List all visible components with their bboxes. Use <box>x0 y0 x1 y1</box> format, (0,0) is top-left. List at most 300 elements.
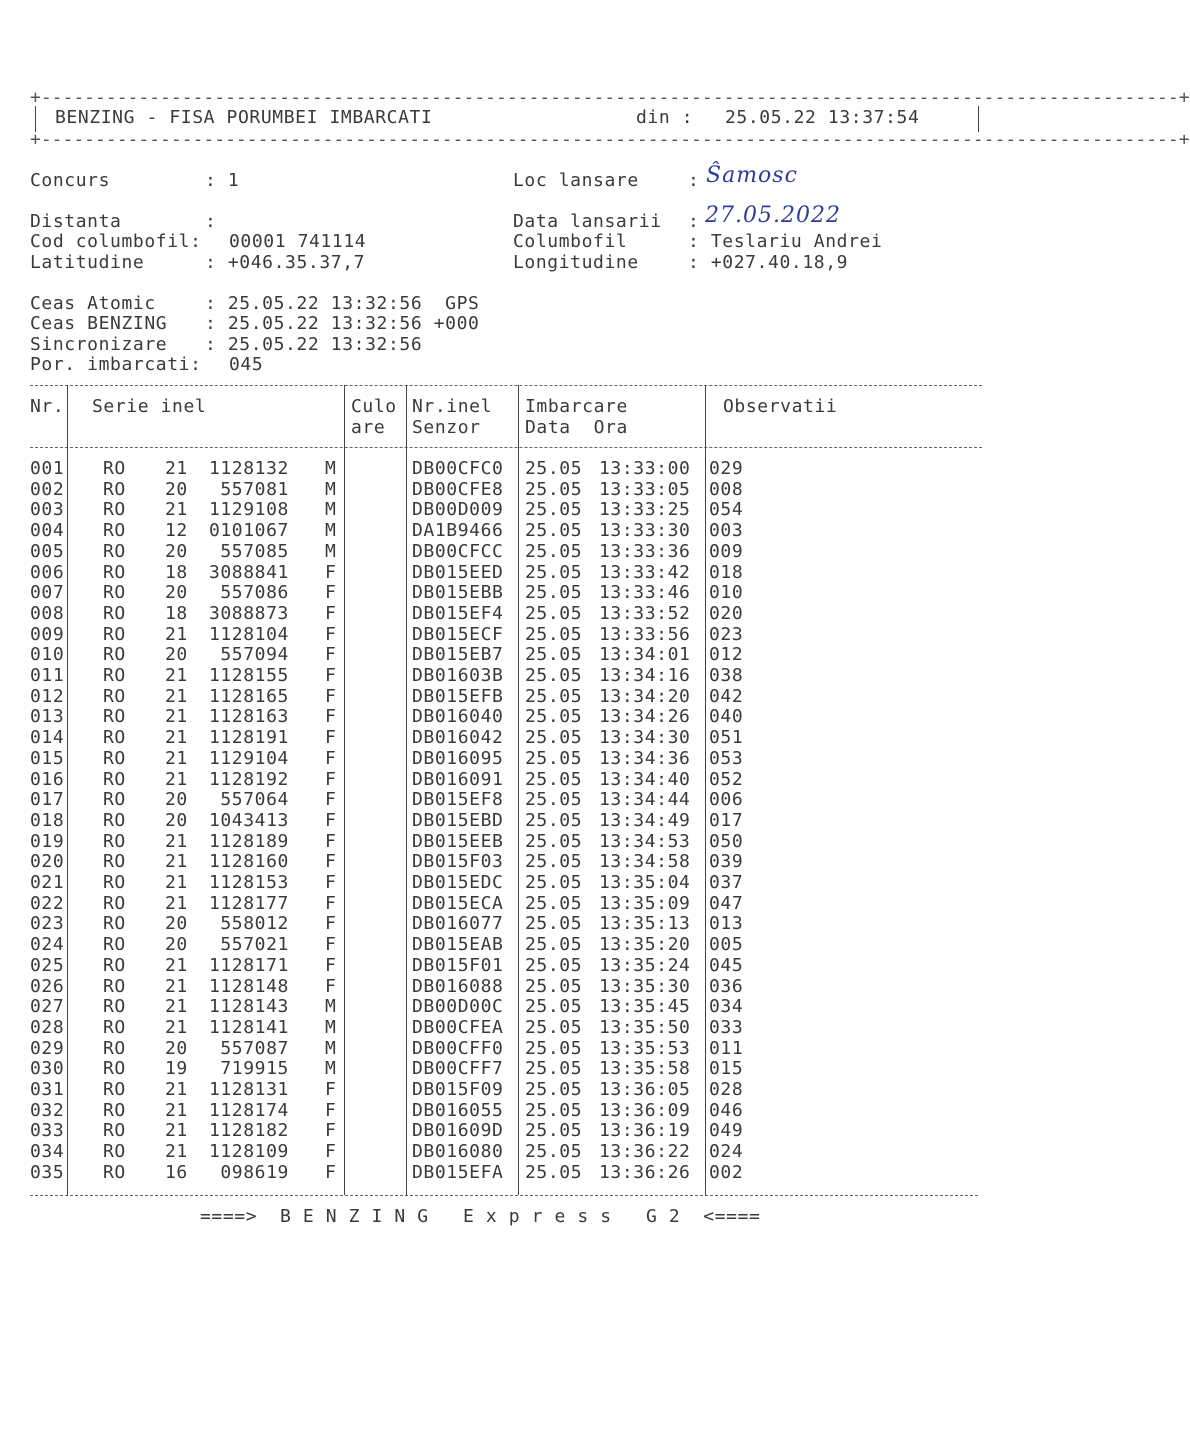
table-row <box>0 728 1000 749</box>
cell-senzor: DB015EBD <box>412 809 504 831</box>
cell-ora: 13:36:26 <box>599 1161 691 1183</box>
cell-data: 25.05 <box>525 727 583 749</box>
cell-inel: 1129108 <box>208 499 289 521</box>
cell-data: 25.05 <box>525 665 583 686</box>
cell-obs: 010 <box>709 582 744 604</box>
cell-inel: 557081 <box>220 478 289 500</box>
cell-an: 20 <box>165 540 188 562</box>
cell-sex: M <box>325 458 337 479</box>
cell-tara: RO <box>103 1161 126 1183</box>
cell-nr: 021 <box>30 872 65 893</box>
cell-nr: 012 <box>30 685 65 707</box>
cell-sex: M <box>325 540 337 562</box>
cell-sex: F <box>325 706 337 728</box>
cell-an: 21 <box>165 1141 188 1163</box>
table-top-border <box>30 385 982 386</box>
cell-obs: 047 <box>709 892 744 914</box>
cell-sex: M <box>325 1037 337 1059</box>
cell-tara: RO <box>103 561 126 583</box>
cell-inel: 1128174 <box>208 1099 289 1121</box>
cell-senzor: DB00CFF7 <box>412 1058 504 1080</box>
cell-senzor: DB00CFC0 <box>412 458 504 479</box>
cell-nr: 026 <box>30 975 65 997</box>
cell-data: 25.05 <box>525 809 583 831</box>
cell-obs: 002 <box>709 1161 744 1183</box>
cell-data: 25.05 <box>525 644 583 666</box>
cell-an: 12 <box>165 520 188 542</box>
cell-senzor: DB015EFA <box>412 1161 504 1183</box>
cell-sex: F <box>325 561 337 583</box>
cell-senzor: DB015EB7 <box>412 644 504 666</box>
cell-inel: 1128191 <box>208 727 289 749</box>
cell-data: 25.05 <box>525 458 583 479</box>
cell-senzor: DB015EEB <box>412 830 504 852</box>
table-row <box>0 500 1000 521</box>
table-row <box>0 956 1000 977</box>
cell-an: 20 <box>165 478 188 500</box>
cell-sex: F <box>325 934 337 956</box>
table-row <box>0 480 1000 501</box>
cell-obs: 036 <box>709 975 744 997</box>
cell-ora: 13:35:20 <box>599 934 691 956</box>
cell-data: 25.05 <box>525 561 583 583</box>
cell-an: 21 <box>165 706 188 728</box>
cell-inel: 1128141 <box>208 1016 289 1038</box>
cell-sex: F <box>325 1161 337 1183</box>
cell-tara: RO <box>103 747 126 769</box>
cell-an: 21 <box>165 747 188 769</box>
table-row <box>0 852 1000 873</box>
cell-ora: 13:35:58 <box>599 1058 691 1080</box>
cod-columbofil-label: Cod columbofil: <box>30 231 202 252</box>
cell-data: 25.05 <box>525 934 583 956</box>
col-header-nrinel-2: Senzor <box>412 417 481 438</box>
cell-sex: F <box>325 892 337 914</box>
cell-an: 21 <box>165 872 188 893</box>
table-row <box>0 832 1000 853</box>
cell-inel: 1128148 <box>208 975 289 997</box>
cell-obs: 054 <box>709 499 744 521</box>
cell-obs: 023 <box>709 623 744 645</box>
concurs-value: : 1 <box>205 170 240 191</box>
cell-senzor: DB016042 <box>412 727 504 749</box>
cell-ora: 13:36:19 <box>599 1120 691 1142</box>
table-row <box>0 873 1000 894</box>
cell-sex: M <box>325 520 337 542</box>
cell-senzor: DB00CFEA <box>412 1016 504 1038</box>
table-row <box>0 1163 1000 1184</box>
cell-ora: 13:35:30 <box>599 975 691 997</box>
cell-tara: RO <box>103 540 126 562</box>
cell-obs: 013 <box>709 913 744 935</box>
cell-sex: M <box>325 1058 337 1080</box>
cell-tara: RO <box>103 1120 126 1142</box>
table-row <box>0 666 1000 687</box>
cell-nr: 008 <box>30 602 65 624</box>
table-row <box>0 604 1000 625</box>
cell-senzor: DB015EF8 <box>412 789 504 811</box>
cell-nr: 023 <box>30 913 65 935</box>
ceas-benzing-label: Ceas BENZING <box>30 313 168 334</box>
cell-ora: 13:34:20 <box>599 685 691 707</box>
cell-tara: RO <box>103 1058 126 1080</box>
cell-an: 21 <box>165 458 188 479</box>
table-row <box>0 459 1000 480</box>
cell-an: 20 <box>165 582 188 604</box>
cell-obs: 011 <box>709 1037 744 1059</box>
cell-an: 18 <box>165 602 188 624</box>
cell-nr: 002 <box>30 478 65 500</box>
cell-nr: 018 <box>30 809 65 831</box>
cell-nr: 013 <box>30 706 65 728</box>
cell-nr: 032 <box>30 1099 65 1121</box>
sincronizare-value: : 25.05.22 13:32:56 <box>205 334 423 355</box>
cell-an: 20 <box>165 644 188 666</box>
cell-inel: 1128143 <box>208 996 289 1018</box>
table-row <box>0 790 1000 811</box>
cell-data: 25.05 <box>525 851 583 873</box>
cell-sex: F <box>325 685 337 707</box>
cell-data: 25.05 <box>525 768 583 790</box>
cell-nr: 022 <box>30 892 65 914</box>
cell-senzor: DB00CFE8 <box>412 478 504 500</box>
cell-senzor: DB015EDC <box>412 872 504 893</box>
cell-an: 21 <box>165 1120 188 1142</box>
cell-inel: 1128132 <box>208 458 289 479</box>
cell-senzor: DB00CFF0 <box>412 1037 504 1059</box>
cell-ora: 13:33:25 <box>599 499 691 521</box>
cell-senzor: DB015ECF <box>412 623 504 645</box>
cell-senzor: DA1B9466 <box>412 520 504 542</box>
cell-nr: 034 <box>30 1141 65 1163</box>
cell-nr: 016 <box>30 768 65 790</box>
cell-tara: RO <box>103 1099 126 1121</box>
cell-an: 21 <box>165 892 188 914</box>
cell-inel: 557086 <box>220 582 289 604</box>
latitudine-label: Latitudine <box>30 252 145 273</box>
cell-senzor: DB016077 <box>412 913 504 935</box>
cell-data: 25.05 <box>525 1141 583 1163</box>
cell-tara: RO <box>103 789 126 811</box>
table-row <box>0 1039 1000 1060</box>
cell-data: 25.05 <box>525 706 583 728</box>
cell-ora: 13:33:56 <box>599 623 691 645</box>
table-row <box>0 894 1000 915</box>
cell-inel: 3088841 <box>208 561 289 583</box>
cell-nr: 010 <box>30 644 65 666</box>
cell-nr: 030 <box>30 1058 65 1080</box>
cell-obs: 049 <box>709 1120 744 1142</box>
cell-inel: 557094 <box>220 644 289 666</box>
col-header-nr: Nr. <box>30 396 65 417</box>
cell-sex: F <box>325 623 337 645</box>
col-header-serie: Serie inel <box>92 396 207 417</box>
cell-senzor: DB016080 <box>412 1141 504 1163</box>
cell-an: 21 <box>165 1016 188 1038</box>
data-lansarii-colon: : <box>688 211 700 232</box>
cell-senzor: DB015F03 <box>412 851 504 873</box>
cell-data: 25.05 <box>525 685 583 707</box>
header-title: BENZING - FISA PORUMBEI IMBARCATI <box>55 107 433 128</box>
cell-nr: 006 <box>30 561 65 583</box>
cell-inel: 1128109 <box>208 1141 289 1163</box>
cell-nr: 025 <box>30 954 65 976</box>
cell-sex: M <box>325 996 337 1018</box>
col-header-culoare-2: are <box>351 417 386 438</box>
cell-ora: 13:33:05 <box>599 478 691 500</box>
cell-tara: RO <box>103 934 126 956</box>
cell-an: 21 <box>165 996 188 1018</box>
cell-obs: 028 <box>709 1079 744 1100</box>
cell-sex: F <box>325 747 337 769</box>
cell-nr: 024 <box>30 934 65 956</box>
loc-lansare-handwritten: Ŝamosc <box>706 163 798 188</box>
cell-inel: 1128192 <box>208 768 289 790</box>
cell-ora: 13:34:40 <box>599 768 691 790</box>
cell-obs: 012 <box>709 644 744 666</box>
cell-sex: F <box>325 768 337 790</box>
cell-sex: F <box>325 582 337 604</box>
cell-an: 21 <box>165 499 188 521</box>
cell-obs: 038 <box>709 665 744 686</box>
cell-senzor: DB015F09 <box>412 1079 504 1100</box>
columbofil-label: Columbofil <box>513 231 628 252</box>
cell-nr: 033 <box>30 1120 65 1142</box>
col-header-imbarcare-2: Data Ora <box>525 417 628 438</box>
cell-senzor: DB00D009 <box>412 499 504 521</box>
cell-tara: RO <box>103 830 126 852</box>
cell-nr: 019 <box>30 830 65 852</box>
cell-tara: RO <box>103 727 126 749</box>
cell-sex: M <box>325 478 337 500</box>
cell-nr: 004 <box>30 520 65 542</box>
longitudine-label: Longitudine <box>513 252 639 273</box>
cell-senzor: DB01603B <box>412 665 504 686</box>
cell-an: 21 <box>165 623 188 645</box>
cell-an: 21 <box>165 954 188 976</box>
cell-data: 25.05 <box>525 520 583 542</box>
cell-tara: RO <box>103 996 126 1018</box>
cell-obs: 040 <box>709 706 744 728</box>
cell-obs: 033 <box>709 1016 744 1038</box>
cell-data: 25.05 <box>525 540 583 562</box>
col-header-culoare-1: Culo <box>351 396 397 417</box>
cell-data: 25.05 <box>525 1161 583 1183</box>
table-row <box>0 977 1000 998</box>
cell-inel: 557021 <box>220 934 289 956</box>
cell-inel: 1128182 <box>208 1120 289 1142</box>
cell-inel: 719915 <box>220 1058 289 1080</box>
cell-tara: RO <box>103 665 126 686</box>
cell-senzor: DB015EBB <box>412 582 504 604</box>
latitudine-value: : +046.35.37,7 <box>205 252 366 273</box>
cell-senzor: DB01609D <box>412 1120 504 1142</box>
cell-sex: F <box>325 1120 337 1142</box>
cell-tara: RO <box>103 1037 126 1059</box>
sincronizare-label: Sincronizare <box>30 334 168 355</box>
cell-obs: 053 <box>709 747 744 769</box>
cell-an: 20 <box>165 809 188 831</box>
cell-ora: 13:36:09 <box>599 1099 691 1121</box>
cell-inel: 1043413 <box>208 809 289 831</box>
cell-data: 25.05 <box>525 913 583 935</box>
cell-an: 21 <box>165 1099 188 1121</box>
table-row <box>0 1080 1000 1101</box>
table-row <box>0 997 1000 1018</box>
cell-data: 25.05 <box>525 996 583 1018</box>
cell-tara: RO <box>103 623 126 645</box>
ceas-atomic-value: : 25.05.22 13:32:56 GPS <box>205 293 480 314</box>
cell-ora: 13:34:44 <box>599 789 691 811</box>
cell-tara: RO <box>103 954 126 976</box>
cell-nr: 014 <box>30 727 65 749</box>
cell-data: 25.05 <box>525 892 583 914</box>
table-row <box>0 707 1000 728</box>
cell-senzor: DB016091 <box>412 768 504 790</box>
cell-sex: F <box>325 644 337 666</box>
data-lansarii-handwritten: 27.05.2022 <box>705 203 841 228</box>
cell-nr: 005 <box>30 540 65 562</box>
cell-obs: 042 <box>709 685 744 707</box>
cell-an: 21 <box>165 851 188 873</box>
longitudine-value: : +027.40.18,9 <box>688 252 849 273</box>
cell-nr: 009 <box>30 623 65 645</box>
cell-senzor: DB016040 <box>412 706 504 728</box>
cell-tara: RO <box>103 872 126 893</box>
cell-sex: F <box>325 830 337 852</box>
cell-ora: 13:36:05 <box>599 1079 691 1100</box>
cell-sex: F <box>325 789 337 811</box>
cell-inel: 1128165 <box>208 685 289 707</box>
cell-tara: RO <box>103 478 126 500</box>
cell-tara: RO <box>103 520 126 542</box>
cell-sex: F <box>325 954 337 976</box>
cell-data: 25.05 <box>525 789 583 811</box>
cell-sex: M <box>325 1016 337 1038</box>
cell-inel: 1128177 <box>208 892 289 914</box>
cell-an: 21 <box>165 830 188 852</box>
cell-data: 25.05 <box>525 623 583 645</box>
cell-data: 25.05 <box>525 954 583 976</box>
cell-sex: M <box>325 499 337 521</box>
data-lansarii-label: Data lansarii <box>513 211 662 232</box>
cell-tara: RO <box>103 602 126 624</box>
cell-nr: 028 <box>30 1016 65 1038</box>
cell-sex: F <box>325 872 337 893</box>
cell-inel: 557064 <box>220 789 289 811</box>
table-row <box>0 1059 1000 1080</box>
cell-an: 21 <box>165 685 188 707</box>
table-row <box>0 935 1000 956</box>
cell-senzor: DB015EAB <box>412 934 504 956</box>
cell-inel: 098619 <box>220 1161 289 1183</box>
footer-banner: ====> B E N Z I N G E x p r e s s G 2 <==== <box>200 1206 761 1227</box>
cell-inel: 0101067 <box>208 520 289 542</box>
cell-sex: F <box>325 809 337 831</box>
cell-ora: 13:33:46 <box>599 582 691 604</box>
cell-senzor: DB015EF4 <box>412 602 504 624</box>
cell-nr: 027 <box>30 996 65 1018</box>
cell-data: 25.05 <box>525 582 583 604</box>
cell-senzor: DB015F01 <box>412 954 504 976</box>
cell-ora: 13:35:13 <box>599 913 691 935</box>
cell-data: 25.05 <box>525 499 583 521</box>
cell-obs: 037 <box>709 872 744 893</box>
header-date-value: 25.05.22 13:37:54 <box>725 107 920 128</box>
cell-an: 19 <box>165 1058 188 1080</box>
cell-sex: F <box>325 851 337 873</box>
header-top-border: +---------------------------------------------------------------------------------------------------------+ <box>30 87 1190 108</box>
por-imbarcati-value: 045 <box>229 354 264 375</box>
ceas-benzing-value: : 25.05.22 13:32:56 +000 <box>205 313 480 334</box>
table-row <box>0 1018 1000 1039</box>
cell-ora: 13:34:30 <box>599 727 691 749</box>
cell-ora: 13:35:09 <box>599 892 691 914</box>
cell-tara: RO <box>103 644 126 666</box>
cell-sex: F <box>325 1079 337 1100</box>
header-bottom-border: +---------------------------------------------------------------------------------------------------------+ <box>30 129 1190 150</box>
table-row <box>0 1142 1000 1163</box>
cell-senzor: DB00CFCC <box>412 540 504 562</box>
cell-tara: RO <box>103 458 126 479</box>
cell-data: 25.05 <box>525 1016 583 1038</box>
cell-tara: RO <box>103 851 126 873</box>
cell-inel: 1128104 <box>208 623 289 645</box>
cell-data: 25.05 <box>525 872 583 893</box>
cell-ora: 13:34:49 <box>599 809 691 831</box>
cell-inel: 557087 <box>220 1037 289 1059</box>
cell-data: 25.05 <box>525 830 583 852</box>
cell-ora: 13:36:22 <box>599 1141 691 1163</box>
cell-ora: 13:34:16 <box>599 665 691 686</box>
cell-inel: 1128155 <box>208 665 289 686</box>
cell-an: 18 <box>165 561 188 583</box>
header-date-label: din : <box>636 107 694 128</box>
cell-inel: 1128171 <box>208 954 289 976</box>
cell-an: 21 <box>165 1079 188 1100</box>
cell-ora: 13:34:53 <box>599 830 691 852</box>
col-header-observatii: Observatii <box>723 396 838 417</box>
cell-tara: RO <box>103 582 126 604</box>
distanta-value: : <box>205 211 217 232</box>
cell-nr: 020 <box>30 851 65 873</box>
cell-nr: 029 <box>30 1037 65 1059</box>
cell-sex: F <box>325 913 337 935</box>
cell-data: 25.05 <box>525 747 583 769</box>
cell-nr: 001 <box>30 458 65 479</box>
cell-an: 20 <box>165 934 188 956</box>
concurs-label: Concurs <box>30 170 111 191</box>
cell-tara: RO <box>103 706 126 728</box>
cell-ora: 13:35:04 <box>599 872 691 893</box>
table-row <box>0 521 1000 542</box>
cell-obs: 008 <box>709 478 744 500</box>
cell-senzor: DB015EED <box>412 561 504 583</box>
cell-tara: RO <box>103 768 126 790</box>
cell-ora: 13:34:26 <box>599 706 691 728</box>
cod-columbofil-value: 00001 741114 <box>229 231 367 252</box>
cell-inel: 1128131 <box>208 1079 289 1100</box>
cell-an: 21 <box>165 768 188 790</box>
table-row <box>0 1121 1000 1142</box>
cell-an: 16 <box>165 1161 188 1183</box>
por-imbarcati-label: Por. imbarcati: <box>30 354 202 375</box>
ceas-atomic-label: Ceas Atomic <box>30 293 156 314</box>
loc-lansare-label: Loc lansare <box>513 170 639 191</box>
cell-nr: 031 <box>30 1079 65 1100</box>
cell-nr: 017 <box>30 789 65 811</box>
cell-senzor: DB016095 <box>412 747 504 769</box>
